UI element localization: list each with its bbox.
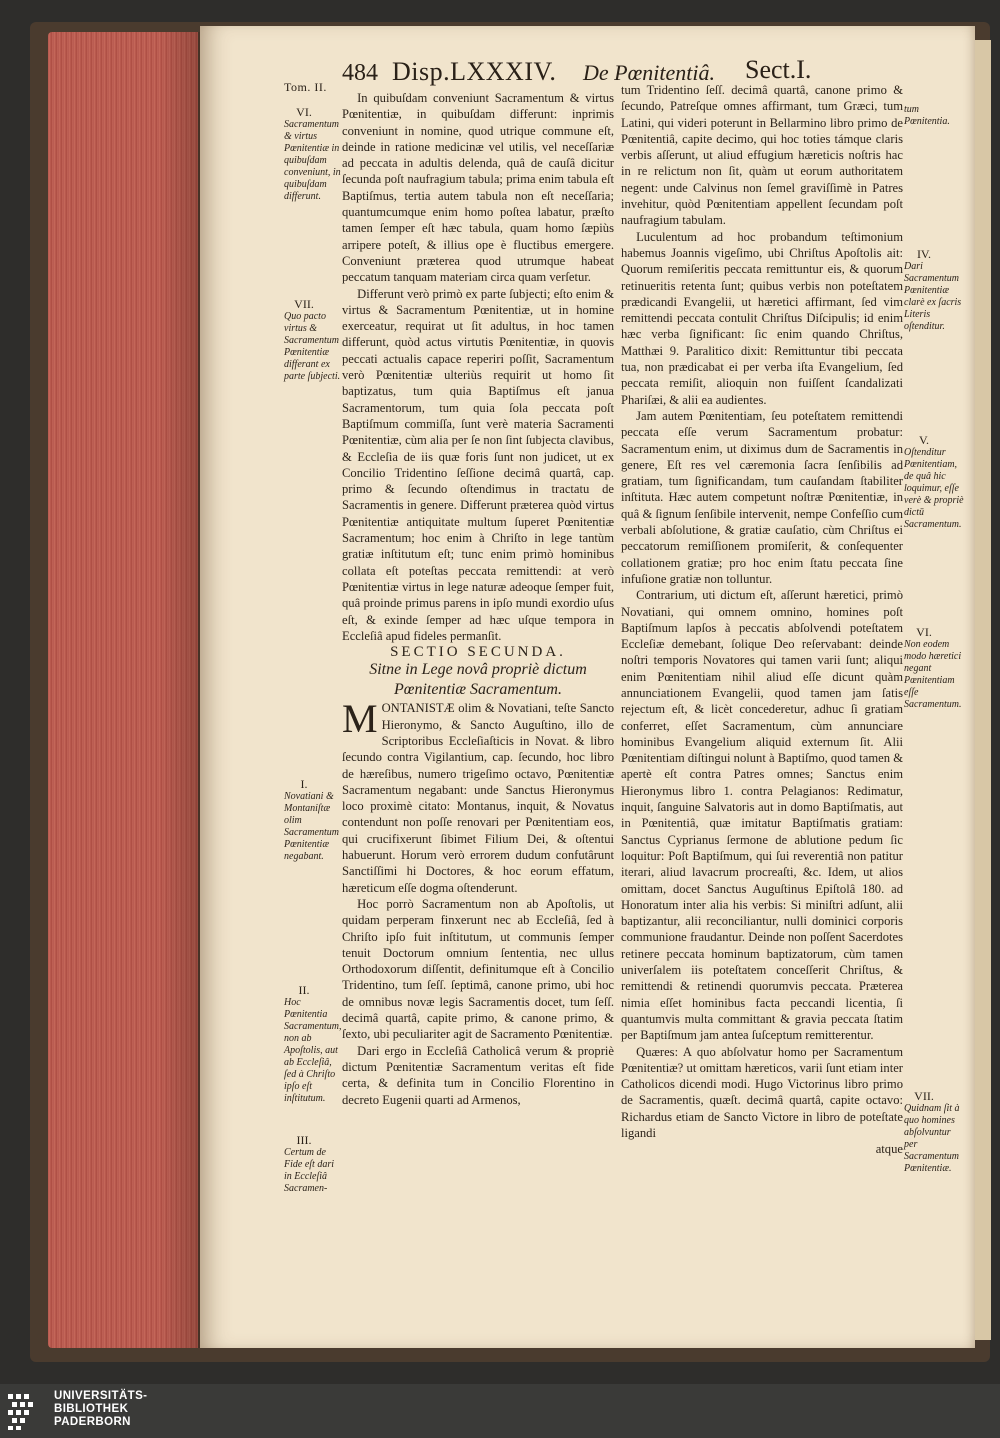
margin-text: Quidnam ſit à quo homines abſolvuntur per Sacramentum Pœnitentiæ.: [904, 1103, 960, 1174]
section-heading: Sect.I.: [745, 55, 812, 84]
margin-text: Hoc Pœnitentia Sacramentum, non ab Apoſtolis, aut ab Eccleſiâ, ſed à Chriſto ipſo eſt inſtitutum.: [284, 997, 342, 1104]
paragraph: Jam autem Pœnitentiam, ſeu poteſtatem remittendi peccata eſſe verum Sacramentum probatur: Sacramentum enim, ut diximus dum de Sacramentis in genere, Eſt res vel cæremonia ſacra ſenſibilis ad gratiam, tum ſignificandam, tum cauſandam ſtabiliter inſtituta. Hæc autem competunt noſtræ Pœnitentiæ, in quâ & ſignum ſenſibile intervenit, nempe Confeſſio cum verbali abſolutione, & gratiæ cauſatio, cùm Chriſtus ei peccatorum remiſſionem promiſerit, & conſequenter collationem gratiæ; pro hoc enim ſtatu peccata ſine infuſione gratiæ non tolluntur.: [621, 408, 903, 586]
margin-note: [284, 106, 342, 203]
margin-number: III.: [296, 1133, 312, 1147]
margin-number: VII.: [294, 297, 314, 311]
margin-note: [284, 298, 342, 383]
paragraph: Contrarium, uti dictum eſt, aſſerunt hæretici, primò Novatiani, qui omnem omnino, homines poſt Baptiſmum lapſos à peccatis abſolvendi poteſtatem Eccleſiæ demebant, ſolique Deo reſervabant: deinde noſtri temporis Novatores qui tamen varii ſunt; aliqui enim Pœnitentiam nihil aliud eſſe dicunt quàm annunciationem Evangelii, quod tamen jam ſatis rejectum eſt, & licèt concederetur, adhuc ſi gratiam conferret, eſſet Sacramentum, cùm annunciare hominibus Evangelium aliquid externum ſit. Alii Pœnitentiam diſtingui nolunt à Baptiſmo, quod tamen & apertè eſt contra Patres omnes; Sanctus enim Hieronymus libro 1. contra Pelagianos: Redimatur, inquit, ſanguine Salvatoris aut in domo Baptiſmatis, aut in Pœnitentiâ, quæ imitatur Baptiſmatis gratiam: Sanctus Cyprianus ſermone de ablutione pedum ſic loquitur: Poſt Baptiſmum, qui ſui reverentiâ non patitur iterari, aliud lavacrum procreaſti, &c. Idem, ut alios omittam, docet Sanctus Auguſtinus Epiſtolâ 180. ad Honoratum inter alia his verbis: Si miniſtri adſunt, alii baptizantur, alii reconciliantur, nulli dominici corporis communione fraudantur. Deinde non poſſent Sacerdotes retinere peccata hominum baptizatorum, cùm tamen univerſalem iis poteſtatem conceſſerit Chriſtus, & remittendi & retinendi quorumvis peccata. Præterea nimia eſſet hominibus facta peccandi licentia, ſi quantumvis multa committant & gravia peccata ſtatim per Baptiſmum jam antea ſuſceptum remitterentur.: [621, 588, 903, 1043]
page-rim: [975, 40, 991, 1340]
margin-text: Certum de Fide eſt dari in Eccleſiâ Sacramen-: [284, 1147, 334, 1194]
volume-label: Tom. II.: [284, 80, 327, 94]
margin-text: Novatiani & Montaniſtæ olim Sacramentum Pœnitentiæ negabant.: [284, 791, 339, 862]
margin-text: Oſtenditur Pœnitentiam, de quâ hic loquimur, eſſe verè & propriè dictū Sacramentum.: [904, 447, 964, 530]
paragraph: Luculentum ad hoc probandum teſtimonium habemus Joannis vigeſimo, ubi Chriſtus Apoſtolis ait: Quorum remiſeritis peccata remittuntur eis, & quorum retinueritis retenta ſunt; quibus verbis non poteſtatem prædicandi Evangelii, ut hæretici affirmant, ſed vim remittendi peccata contulit Chriſtus Diſcipulis; id enim hæc verba ſignificant: ſic enim quando Chriſtus, Matthæi 9. Paralitico dixit: Remittuntur tibi peccata tua, non prædicabat ei per verba iſta Evangelium, ſed peccata remiſit, alioquin non fuiſſent ſcandalizati Phariſæi, & alii ea audientes.: [621, 229, 903, 407]
margin-number: I.: [300, 777, 308, 791]
margin-note: [284, 778, 342, 863]
margin-number: II.: [298, 983, 310, 997]
margin-number: IV.: [916, 247, 932, 261]
library-footer: [0, 1384, 1000, 1438]
library-logo-icon: [6, 1390, 48, 1432]
running-title: De Pœnitentiâ.: [583, 60, 715, 85]
margin-number: VII.: [914, 1089, 934, 1103]
margin-note: [904, 104, 966, 128]
library-name: [54, 1390, 147, 1429]
disputation-heading: Disp.LXXXIV.: [392, 57, 557, 86]
right-column: [621, 82, 903, 1158]
paragraph: Quæres: A quo abſolvatur homo per Sacramentum Pœnitentiæ? ut omittam hæreticos, varii ſunt etiam inter Catholicos dicendi modi. Hugo Victorinus libro primo de Sacramentis, quæſt. decimâ quartâ, capite octavo: Richardus etiam de Sancto Victore in libro de poteſtate ligandi: [621, 1044, 903, 1140]
drop-cap: M: [342, 696, 378, 742]
paragraph: In quibuſdam conveniunt Sacramentum & virtus Pœnitentiæ, in quibuſdam differunt: inprimis conveniunt in nomine, quod utrique commune eſt, deinde in ratione medicinæ vel utilis, vel neceſſariæ ad peccata in adultis delenda, quâ de cauſâ dicitur ſecunda poſt naufragium tabula; prima enim tabula eſt Baptiſmus, tertia autem tabula non eſt neceſſaria; quantumcumque enim homo poſtea labatur, præſto tamen ſemper eſt hæc tabula, quam homo ſæpiùs arripere poteſt, & illius ope è fluctibus emergere. Conveniunt præterea quod utrumque habeat peccatum tanquam materiam circa quam verſetur.: [342, 91, 614, 285]
margin-text: Non eodem modo hæretici negant Pœnitentiam eſſe Sacramentum.: [904, 639, 962, 710]
margin-text: Quo pacto virtus & Sacramentum Pœnitentiæ differant ex parte ſubjecti.: [284, 311, 341, 382]
paragraph: Differunt verò primò ex parte ſubjecti; eſto enim & virtus & Sacramentum Pœnitentiæ, ut in homine exerceatur, requirat ut ſit adultus, in hoc tamen differunt, quòd actus virtutis Pœnitentiæ, in quovis peccati actualis capace reperiri poſſit, Sacramentum verò Pœnitentiæ ulteriùs requirit ut homo ſit baptizatus, tum quia Baptiſmus eſt janua Sacramentorum, tum quia ſola peccata poſt Baptiſmum commiſſa, ſunt verè materia Sacramenti Pœnitentiæ, cùm alia per ſe non ſint ſubjecta clavibus, & Eccleſia de iis quæ foris ſunt non judicet, ut ex Concilio Tridentino ſeſſione decimâ quartâ, cap. primo & ſecundo oſtendimus in tractatu de Sacramentis in genere. Differunt præterea quòd virtus Pœnitentiæ antiquitate multum ſuperet Pœnitentiæ Sacramentum; hoc enim à Chriſto in lege tantùm gratiæ inſtitutum eſt; tunc enim primò hominibus collata eſt poteſtas peccata remittendi: at verò Pœnitentiæ virtus in lege naturæ adeoque ſemper fuit, quâ proinde primus parens in ipſo mundi exordio uſus eſt, & exinde ſemper ad hæc uſque tempora in Eccleſiâ apud fideles permanſit.: [342, 286, 614, 643]
margin-text: Sacramentum & virtus Pœnitentiæ in quibuſdam conveniunt, in quibuſdam differunt.: [284, 119, 341, 202]
sectio-title: Sitne in Lege novâ propriè dictum Pœnitentiæ Sacramentum.: [369, 661, 587, 699]
margin-number: VI.: [296, 105, 312, 119]
page-number: 484: [342, 60, 378, 86]
margin-number: VI.: [916, 625, 932, 639]
paragraph: Dari ergo in Eccleſiâ Catholicâ verum & propriè dictum Pœnitentiæ Sacramentum veritas eſt fide certa, & definita tum in Concilio Florentino in decreto Eugenii quarti ad Armenos,: [342, 1043, 614, 1107]
library-name-line: UNIVERSITÄTS-: [54, 1390, 148, 1402]
catchword: atque: [875, 1142, 903, 1157]
margin-note: [284, 1134, 342, 1195]
margin-number: V.: [918, 433, 930, 447]
margin-text: Dari Sacramentum Pœnitentiæ clarè ex ſacris Literis oſtenditur.: [904, 261, 962, 332]
margin-note: [284, 984, 342, 1105]
paragraph: [342, 696, 614, 896]
margin-note: [904, 434, 966, 531]
margin-note: [904, 1090, 966, 1175]
margin-note: [904, 626, 966, 711]
left-column: [342, 90, 614, 1108]
paragraph-text: ONTANISTÆ olim & Novatiani, teſte Sancto Hieronymo, & Sancto Auguſtino, illo de Scriptoribus Eccleſiaſticis in Novat. & libro ſecundo contra Vigilantium, cap. ſecundo, hoc libro de hæreſibus, numero trigeſimo octavo, Pœnitentiæ Sacramentum negabant: unde Sanctus Hieronymus loco proximè citato: Montanus, inquit, & Novatus contendunt non poſſe renovari per Pœnitentiam eos, qui crucifixerunt ſibimet Filium Dei, & oſtentui habuerunt. Horum verò errorem dudum confutârunt Sanctiſſimi hi Doctores, & hoc eorum effatum, hæreticum eſſe dogma oſtenderunt.: [342, 701, 614, 895]
paragraph: Hoc porrò Sacramentum non ab Apoſtolis, ut quidam perperam finxerunt nec ab Eccleſiâ, ſed à Chriſto ipſo fuit inſtitutum, ut communis ſemper tenuit Doctorum omnium ſententia, nec ullus Orthodoxorum diſſentit, definitumque eſt à Concilio Tridentino, tum ſeſſ. ſeptimâ, canone primo, ubi hoc de omnibus novæ legis Sacramentis docet, tum ſeſſ. decimâ quartâ, capite primo, & canone primo, & ſexto, ubi peculiariter agit de Sacramento Pœnitentiæ.: [342, 896, 614, 1042]
sectio-heading: SECTIO SECUNDA.: [390, 644, 566, 661]
paragraph: tum Tridentino ſeſſ. decimâ quartâ, canone primo & ſecundo, Patreſque omnes affirmant, tum Græci, tum Latini, qui videri poterunt in Bellarmino libro primo de Pœnitentiâ, capite decimo, qui hoc toties támque claris verbis aſſerunt, ut aliud effugium hæreticis noſtris hac in re relictum non ſit, quàm ut eorum authoritatem negent: unde Calvinus non ſemel graviſſimè in Patres invehitur, quòd Pœnitentiam appellent ſecundam poſt naufragium tabulam.: [621, 83, 903, 228]
library-name-line: PADERBORN: [54, 1416, 131, 1428]
library-name-line: BIBLIOTHEK: [54, 1403, 129, 1415]
margin-text: tum Pœnitentia.: [904, 104, 950, 127]
margin-note: [904, 248, 966, 333]
